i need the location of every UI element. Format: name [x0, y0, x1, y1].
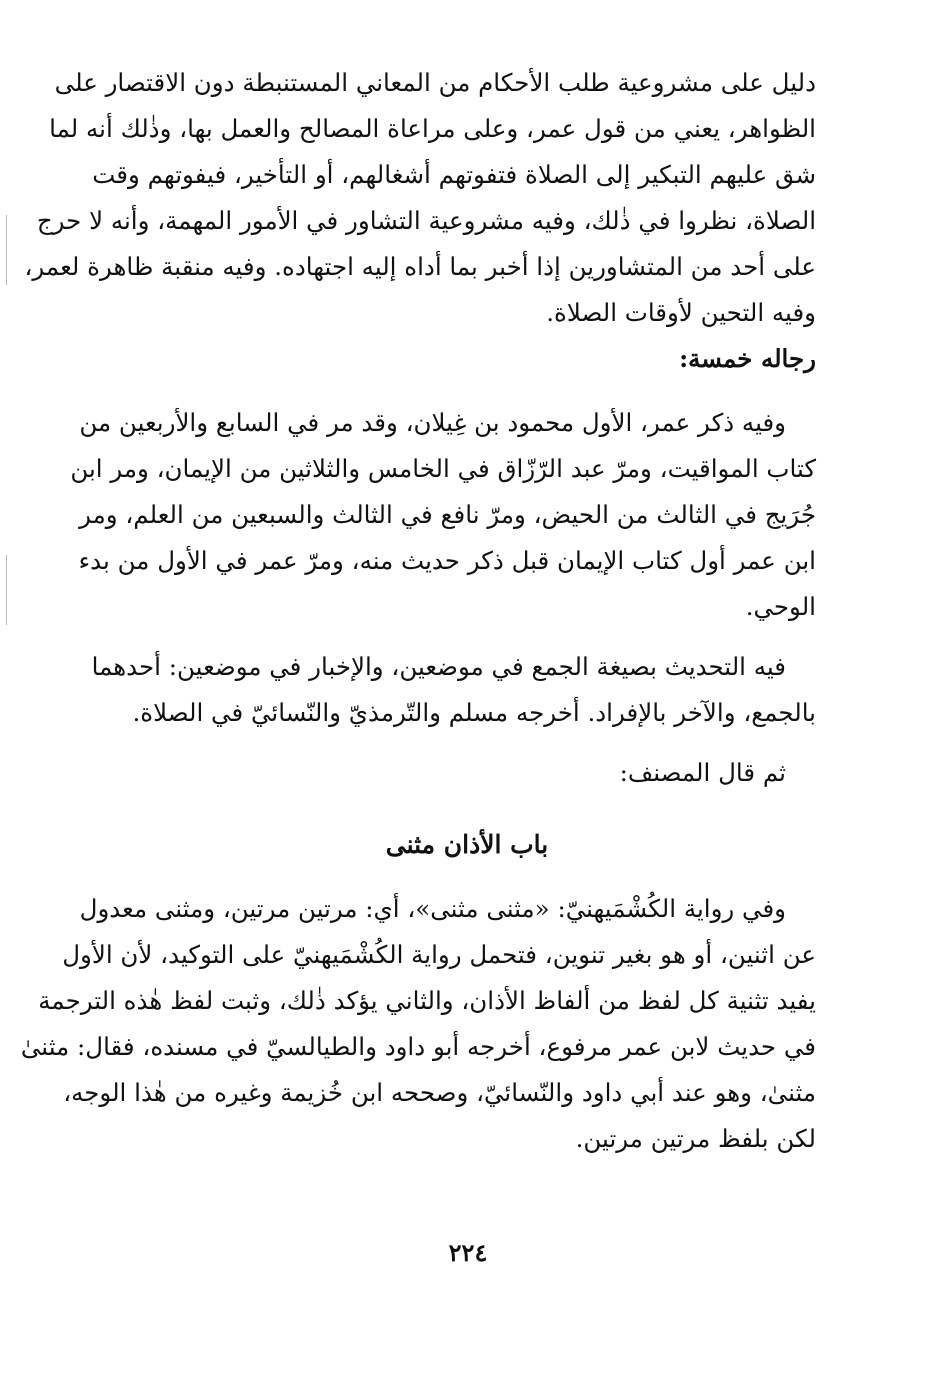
text-line: جُرَيج في الثالث من الحيض، ومرّ نافع في الثالث والسبعين من العلم، ومر: [79, 500, 816, 529]
chapter-title: باب الأذان مثنى: [385, 830, 549, 859]
text-line: يفيد تثنية كل لفظ من ألفاظ الأذان، والثاني يؤكد ذٰلك، وثبت لفظ هٰذه الترجمة: [38, 986, 816, 1015]
text-line: الظواهر، يعني من قول عمر، وعلى مراعاة المصالح والعمل بها، وذٰلك أنه لما: [49, 114, 816, 143]
text-line: الوحي.: [745, 592, 816, 621]
paragraph-4: [20, 886, 816, 1162]
text-line: وفي رواية الكُشْمَيهنيّ: «مثنى مثنى»، أي: مرتين مرتين، ومثنى معدول: [79, 894, 786, 923]
paragraph-1: [24, 60, 816, 336]
text-line: في حديث لابن عمر مرفوع، أخرجه أبو داود والطيالسيّ في مسنده، فقال: مثنىٰ: [20, 1032, 816, 1061]
margin-scan-line-top: [6, 215, 7, 285]
text-line: وفيه التحين لأوقات الصلاة.: [546, 298, 816, 327]
text-line: وفيه ذكر عمر، الأول محمود بن غِيلان، وقد مر في السابع والأربعين من: [79, 408, 786, 437]
page-number: ٢٢٤: [448, 1238, 488, 1267]
paragraph-2: [70, 400, 816, 630]
text-line: مثنىٰ، وهو عند أبي داود والنّسائيّ، وصححه ابن خُزيمة وغيره من هٰذا الوجه،: [63, 1078, 816, 1107]
book-page-body: [20, 60, 816, 1162]
text-line: فيه التحديث بصيغة الجمع في موضعين، والإخبار في موضعين: أحدهما: [91, 652, 786, 681]
text-line: شق عليهم التبكير إلى الصلاة فتفوتهم أشغالهم، أو التأخير، فيفوتهم وقت: [92, 160, 816, 189]
text-line: على أحد من المتشاورين إذا أخبر بما أداه إليه اجتهاده. وفيه منقبة ظاهرة لعمر،: [24, 252, 816, 281]
text-line: الصلاة، نظروا في ذٰلك، وفيه مشروعية التشاور في الأمور المهمة، وأنه لا حرج: [36, 206, 816, 235]
author-intro: [118, 750, 816, 796]
paragraph-3: [91, 644, 816, 736]
author-line: ثم قال المصنف:: [619, 758, 786, 787]
text-line: كتاب المواقيت، ومرّ عبد الرّزّاق في الخامس والثلاثين من الإيمان، ومر ابن: [70, 454, 816, 483]
text-line: ابن عمر أول كتاب الإيمان قبل ذكر حديث منه، ومرّ عمر في الأول من بدء: [78, 546, 816, 575]
text-line: لكن بلفظ مرتين مرتين.: [575, 1124, 816, 1153]
rijal-heading: رجاله خمسة:: [679, 344, 816, 373]
text-line: بالجمع، والآخر بالإفراد. أخرجه مسلم والتّرمذيّ والنّسائيّ في الصلاة.: [132, 698, 816, 727]
text-line: دليل على مشروعية طلب الأحكام من المعاني المستنبطة دون الاقتصار على: [54, 68, 816, 97]
text-line: عن اثنين، أو هو بغير تنوين، فتحمل رواية الكُشْمَيهنيّ على التوكيد، لأن الأول: [62, 940, 816, 969]
margin-scan-line-mid: [6, 555, 7, 625]
